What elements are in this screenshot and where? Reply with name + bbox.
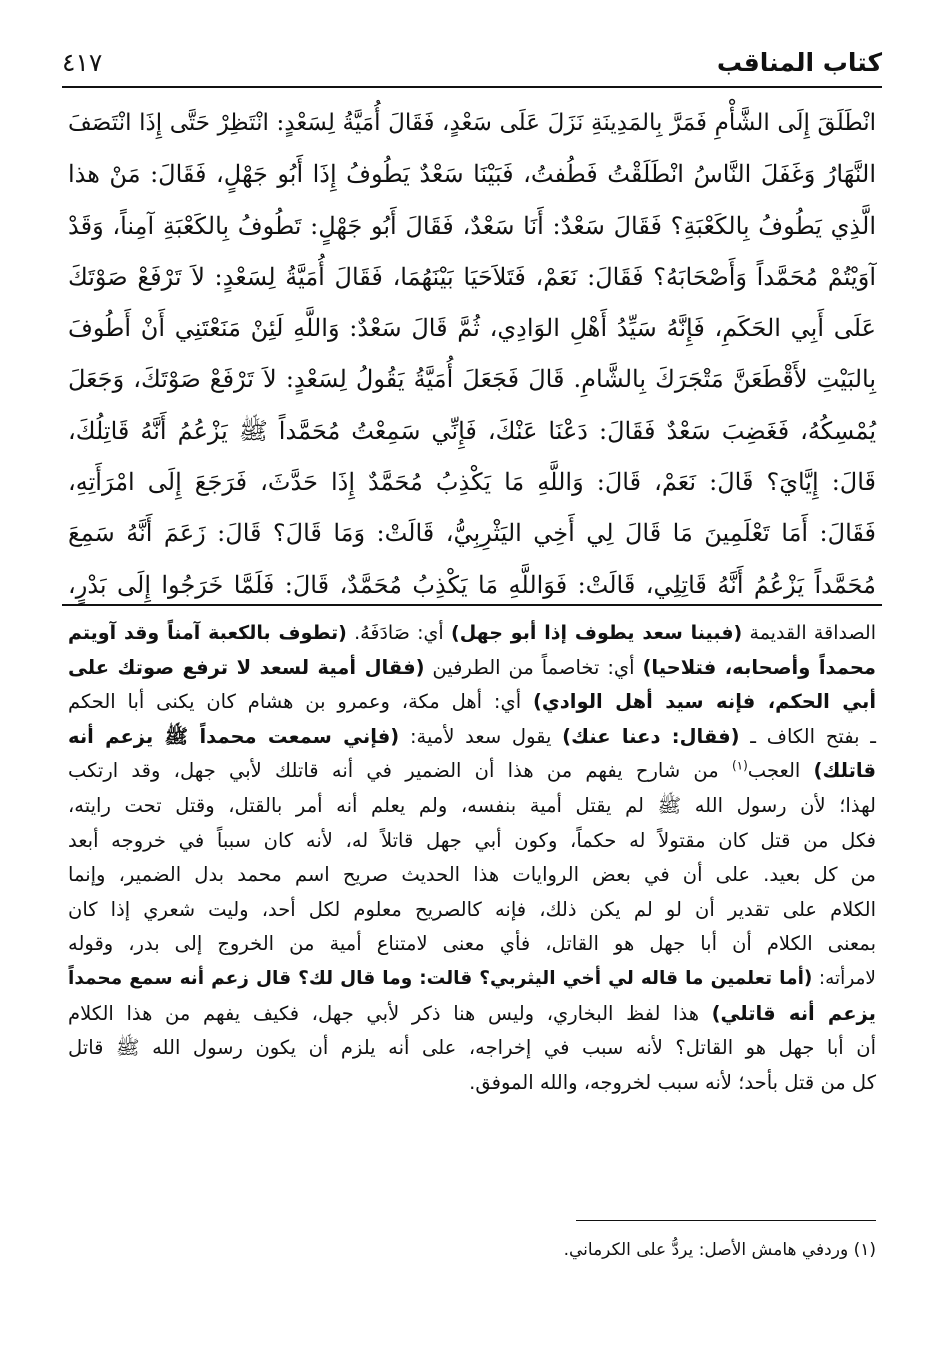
commentary-line: قاتلك) العجب$^{(١)}$ من شارح يفهم من هذا أن الضمير في أنه قاتلك لأبي جهل، وقد ارتكب: [68, 758, 876, 783]
quoted-phrase: (فقال: دعنا عنك): [562, 724, 740, 748]
hadith-line: الَّذِي يَطُوفُ بِالكَعْبَةِ؟ فَقَالَ سَعْدٌ: أَنَا سَعْدٌ، فَقَالَ أَبُو جَهْلٍ: تَطُوفُ بِالكَعْبَةِ آمِناً، وَقَدْ: [68, 211, 876, 240]
hadith-line: يُمْسِكُهُ، فَغَضِبَ سَعْدٌ فَقَالَ: دَعْنَا عَنْكَ، فَإِنِّي سَمِعْتُ مُحَمَّداً ﷺ يَزْعُمُ أَنَّهُ قَاتِلُكَ،: [68, 416, 876, 445]
hadith-text: [68, 98, 876, 611]
hadith-line: بِالبَيْتِ لأَقْطَعَنَّ مَتْجَرَكَ بِالشَّامِ. قَالَ فَجَعَلَ أُمَيَّةُ يَقُولُ لِسَعْدٍ: لاَ تَرْفَعْ صَوْتَكَ، وَجَعَلَ: [68, 365, 876, 394]
commentary-line: محمداً وأصحابه، فتلاحيا) أي: تخاصماً من الطرفين (فقال أمية لسعد لا ترفع صوتك على: [68, 655, 876, 679]
footnote-number: (١): [853, 1240, 876, 1260]
commentary-line: أن أبا جهل هو القاتل؟ لأنه سبب في إخراجه، على أنه يلزم أن يكون رسول الله ﷺ قاتل: [68, 1036, 876, 1060]
quoted-phrase: (أما تعلمين ما قاله لي أخي اليثربي؟ قالت: وما قال لك؟ قال زعم أنه سمع محمداً: [68, 967, 813, 989]
hadith-line: النَّهَارُ وَغَفَلَ النَّاسُ انْطَلَقْتُ فَطُفتُ، فَبَيْنَا سَعْدٌ يَطُوفُ إِذَا أَبُو جَهْلٍ، فَقَالَ: مَنْ هذا: [68, 160, 876, 189]
hadith-line: انْطَلَقَ إِلَى الشَّأْمِ فَمَرَّ بِالمَدِينَةِ نَزَلَ عَلَى سَعْدٍ، فَقَالَ أُمَيَّةُ لِسَعْدٍ: انْتَظِرْ حَتَّى إِذَا انْتَصَفَ: [68, 110, 876, 136]
quoted-phrase: محمداً وأصحابه، فتلاحيا): [642, 655, 876, 679]
commentary-line: من كل بعيد. على أن في بعض الروايات هذا الحديث صريح اسم محمد بدل الضمير، وإنما: [68, 863, 876, 887]
quoted-phrase: يزعم أنه قاتلي): [711, 1001, 876, 1025]
commentary-line: أبي الحكم، فإنه سيد أهل الوادي) أي: أهل مكة، وعمرو بن هشام كان يكنى أبا الحكم: [68, 690, 877, 714]
commentary-line: الكلام على تقدير أن لو لم يكن ذلك، فإنه كالصريح معلوم لكل أحد، وليت شعري إذا كان: [68, 897, 876, 921]
page-number: ٤١٧: [62, 48, 103, 77]
commentary-line: لامرأته: (أما تعلمين ما قاله لي أخي اليثربي؟ قالت: وما قال لك؟ قال زعم أنه سمع محمداً: [68, 967, 876, 989]
hadith-line: فَقَالَ: أَمَا تَعْلَمِينَ مَا قَالَ لِي أَخِي اليَثْرِبِيُّ، قَالَتْ: وَمَا قَالَ؟ قَالَ: زَعَمَ أَنَّهُ سَمِعَ: [68, 519, 876, 548]
commentary-line: يزعم أنه قاتلي) هذا لفظ البخاري، وليس هنا ذكر لأبي جهل، فكيف يفهم من هذا الكلام: [68, 1001, 876, 1025]
footnote-marker[interactable]: (١): [731, 758, 748, 773]
hadith-line: عَلَى أَبِي الحَكَمِ، فَإِنَّهُ سَيِّدُ أَهْلِ الوَادِي، ثُمَّ قَالَ سَعْدٌ: وَاللَّهِ لَئِنْ مَنَعْتَنِي أَنْ أَطُوفَ: [68, 314, 876, 343]
commentary-line: الصداقة القديمة (فبينا سعد يطوف إذا أبو جهل) أي: صَادَفَهُ. (تطوف بالكعبة آمناً وقد آويتم: [68, 622, 877, 644]
footnote: [68, 1236, 876, 1264]
quoted-phrase: أبي الحكم، فإنه سيد أهل الوادي): [533, 690, 877, 714]
footnote-text: وردفي هامش الأصل: يردُّ على الكرماني.: [563, 1240, 849, 1260]
chapter-title: كتاب المناقب: [716, 48, 882, 77]
commentary-line: فكل من قتل كان مقتولاً له حكماً، وكون أبي جهل قاتلاً له، لأنه كان سبباً في خروجه أبعد: [68, 828, 876, 852]
commentary-line: ـ بفتح الكاف ـ (فقال: دعنا عنك) يقول سعد لأمية: (فإني سمعت محمداً ﷺ يزعم أنه: [68, 724, 876, 748]
commentary-line: كل من قتل بأحد؛ لأنه سبب لخروجه، والله الموفق.: [469, 1070, 876, 1094]
quoted-phrase: (فبينا سعد يطوف إذا أبو جهل): [451, 622, 743, 644]
hadith-line: قَالَ: إِيَّايَ؟ قَالَ: نَعَمْ، قَالَ: وَاللَّهِ مَا يَكْذِبُ مُحَمَّدٌ إِذَا حَدَّثَ، فَرَجَعَ إِلَى امْرَأَتِهِ،: [68, 468, 876, 497]
section-divider: [62, 604, 882, 606]
footnote-divider: [576, 1220, 876, 1221]
header-divider: [62, 86, 882, 88]
commentary-text: [68, 616, 876, 1100]
quoted-phrase: (فقال أمية لسعد لا ترفع صوتك على: [68, 655, 425, 679]
quoted-phrase: قاتلك): [813, 759, 876, 783]
commentary-line: بمعنى الكلام أن أبا جهل هو القاتل، فأي معنى لامتناع أمية من الخروج إلى بدر، وقوله: [68, 932, 876, 956]
commentary-line: لهذا؛ لأن رسول الله ﷺ لم يقتل أمية بنفسه، ولم يعلم أنه أمر بالقتل، وقتل تحت رايته،: [68, 793, 876, 817]
page-header: [62, 44, 882, 86]
quoted-phrase: (فإني سمعت محمداً ﷺ يزعم أنه: [68, 724, 400, 748]
hadith-line: مُحَمَّداً يَزْعُمُ أَنَّهُ قَاتِلِي، قَالَتْ: فَوَاللَّهِ مَا يَكْذِبُ مُحَمَّدٌ، قَالَ: فَلَمَّا خَرَجُوا إِلَى بَدْرٍ،: [68, 570, 876, 599]
quoted-phrase: (تطوف بالكعبة آمناً وقد آويتم: [68, 622, 347, 644]
hadith-line: آوَيْتُمْ مُحَمَّداً وَأَصْحَابَهُ؟ فَقَالَ: نَعَمْ، فَتَلاَحَيَا بَيْنَهُمَا، فَقَالَ أُمَيَّةُ لِسَعْدٍ: لاَ تَرْفَعْ صَوْتَكَ: [68, 262, 876, 291]
